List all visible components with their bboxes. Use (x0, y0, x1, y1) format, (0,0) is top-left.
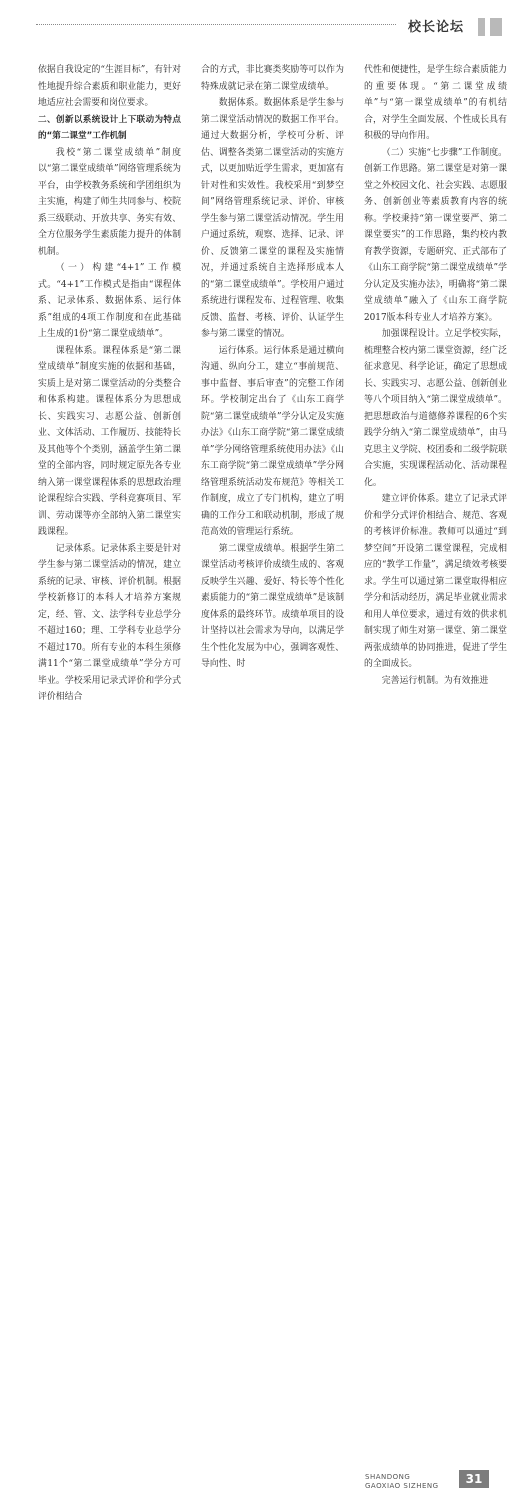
body-paragraph: 第二课堂成绩单。根据学生第二课堂活动考核评价成绩生成的、客观反映学生兴趣、爱好、特长等个性化素质能力的“第二课堂成绩单”是该制度体系的最终环节。成绩单项目的设计坚持以社会需求为导向，以满足学生个性化发展为中心，强调客观性、导向性、时 (201, 543, 344, 669)
body-paragraph: 依据自我设定的“生涯目标”，有针对性地提升综合素质和职业能力，更好地适应社会需要和岗位要求。 (38, 65, 181, 108)
magazine-name-line1: SHANDONG (365, 1473, 411, 1481)
page-header (0, 0, 521, 46)
body-paragraph: 数据体系。数据体系是学生参与第二课堂活动情况的数据工作平台。通过大数据分析，学校可分析、评估、调整各类第二课堂活动的实施方式，以更加贴近学生需求，更加富有针对性和实效性。我校采用“到梦空间”网络管理系统记录、评价、审核学生参与第二课堂活动情况。学生用户通过系统，观察、选择、记录、评价、反馈第二课堂的课程及实施情况，并通过系统自主选择形成本人的“第二课堂成绩单”。学校用户通过系统进行课程发布、过程管理、收集反馈、监督、考核、评价、认证学生参与第二课堂的情况。 (201, 98, 344, 339)
magazine-name-line2: GAOXIAO SIZHENG (365, 1482, 439, 1490)
body-paragraph: 运行体系。运行体系是通过横向沟通、纵向分工，建立“事前规范、事中监督、事后审查”的完整工作闭环。学校制定出台了《山东工商学院“第二课堂成绩单”学分认定及实施办法》《山东工商学院“第二课堂成绩单”学分网络管理系统使用办法》《山东工商学院“第二课堂成绩单”学分网络管理系统活动发布规范》等相关工作制度，成立了专门机构，建立了明确的工作分工和联动机制，形成了规范高效的管理运行系统。 (201, 345, 344, 537)
body-paragraph: 代性和便捷性，是学生综合素质能力的重要体现。“第二课堂成绩单”与“第一课堂成绩单”的有机结合，对学生全面发展、个性成长具有积极的导向作用。 (364, 65, 507, 141)
header-bars-icon (478, 18, 502, 36)
body-paragraph: 我校“第二课堂成绩单”制度以“第二课堂成绩单”网络管理系统为平台，由学校教务系统和学团组织为主实施，构建了师生共同参与、校院系三级联动、开放共享、务实有效、全方位服务学生素质能力提升的体制机制。 (38, 147, 181, 257)
body-paragraph: 课程体系。课程体系是“第二课堂成绩单”制度实施的依据和基础，实质上是对第二课堂活动的分类整合和体系构建。课程体系分为思想成长、实践实习、志愿公益、创新创业、文体活动、工作履历、技能特长及其他等个个类别，涵盖学生第二课堂的全部内容，同时规定原先各专业纳入第一课堂课程体系的思想政治理论课程综合实践、学科竞赛项目、军训、劳动课等亦全部纳入第二课堂实践课程。 (38, 345, 181, 537)
text-column-2 (201, 62, 344, 722)
body-paragraph: 合的方式，非比赛类奖励等可以作为特殊成就记录在第二课堂成绩单。 (201, 65, 344, 92)
text-column-3 (364, 62, 507, 722)
page-number: 31 (459, 1470, 489, 1488)
body-paragraph: 建立评价体系。建立了记录式评价和学分式评价相结合、规范、客观的考核评价标准。教师可以通过“到梦空间”开设第二课堂课程，完成相应的“教学工作量”，满足绩效考核要求。学生可以通过第二课堂取得相应学分和活动经历，满足毕业就业需求和用人单位要求，通过有效的供求机制实现了师生对第一课堂、第二课堂两张成绩单的协同推进，促进了学生的全面成长。 (364, 494, 507, 669)
section-heading: 二、创新以系统设计上下联动为特点的“第二课堂”工作机制 (38, 114, 181, 141)
body-paragraph: 完善运行机制。为有效推进 (381, 675, 489, 686)
body-paragraph: 记录体系。记录体系主要是针对学生参与第二课堂活动的情况，建立系统的记录、审核、评价机制。根据学校新修订的本科人才培养方案规定，经、管、文、法学科专业总学分不超过160；理、工学科专业总学分不超过170。所有专业的本科生须修满11个“第二课堂成绩单”学分方可毕业。学校采用记录式评价和学分式评价相结合 (38, 543, 181, 702)
column-title: 校长论坛 (408, 20, 465, 35)
magazine-name (365, 1473, 439, 1491)
page-footer (0, 732, 521, 1490)
text-column-1 (38, 62, 181, 722)
body-paragraph: （一）构建“4+1”工作模式。“4+1”工作模式是指由“课程体系、记录体系、数据体系、运行体系”组成的4项工作制度和在此基础上生成的1份“第二课堂成绩单”。 (38, 263, 181, 339)
header-dotted-rule (36, 24, 396, 25)
body-paragraph: （二）实施“七步骤”工作制度。创新工作思路。第二课堂是对第一课堂之外校园文化、社会实践、志愿服务、创新创业等素质教育内容的统称。学校秉持“第一课堂要严、第二课堂要实”的工作思路，集约校内教育教学资源，专题研究、正式部布了《山东工商学院“第二课堂成绩单”学分认定及实施办法》，明确将“第二课堂成绩单”融入了《山东工商学院2017版本科专业人才培养方案》。 (364, 147, 507, 323)
body-paragraph: 加强课程设计。立足学校实际，梳理整合校内第二课堂资源，经广泛征求意见、科学论证，确定了思想成长、实践实习、志愿公益、创新创业等八个项目纳入“第二课堂成绩单”。把思想政治与道德修养课程的6个实践学分纳入“第二课堂成绩单”，由马克思主义学院、校团委和二级学院联合实施，实现课程活动化、活动课程化。 (364, 329, 507, 488)
